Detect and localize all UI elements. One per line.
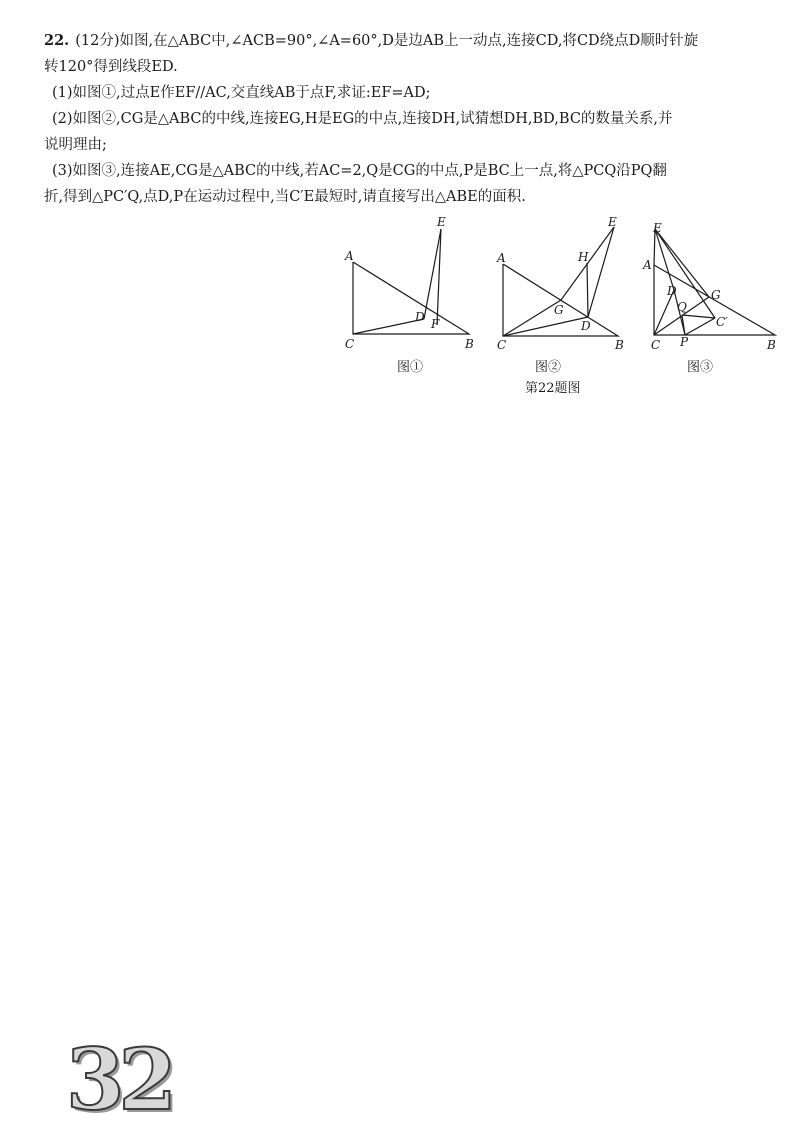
fig3-caption: 图③ bbox=[687, 360, 714, 375]
fig2-caption: 图② bbox=[535, 360, 562, 375]
fig2-label-H: H bbox=[578, 250, 589, 264]
fig2-label-A: A bbox=[497, 251, 506, 265]
fig3-label-D: D bbox=[667, 284, 677, 298]
figure-3-lines bbox=[654, 229, 775, 335]
figure-2-lines bbox=[503, 227, 618, 336]
fig1-label-A: A bbox=[345, 249, 354, 263]
figures bbox=[335, 215, 785, 405]
fig1-caption: 图① bbox=[397, 360, 424, 375]
fig1-label-F: F bbox=[431, 317, 440, 331]
fig1-label-B: B bbox=[465, 337, 474, 351]
part-3-line1: (3)如图③,连接AE,CG是△ABC的中线,若AC=2,Q是CG的中点,P是BC上一点,将△PCQ沿PQ翻 bbox=[52, 163, 667, 179]
part-2-line2: 说明理由; bbox=[44, 137, 107, 153]
problem-stem-line1 bbox=[44, 28, 784, 54]
fig2-label-C: C bbox=[497, 338, 507, 352]
fig3-label-Q: Q bbox=[677, 300, 687, 314]
part-3-line2: 折,得到△PC′Q,点D,P在运动过程中,当C′E最短时,请直接写出△ABE的面积. bbox=[44, 189, 526, 205]
problem-22 bbox=[44, 28, 784, 210]
fig3-label-C: C bbox=[651, 338, 661, 352]
problem-stem-line2: 转120°得到线段ED. bbox=[44, 59, 178, 75]
page-number: 32 bbox=[66, 1030, 171, 1129]
fig2-label-D: D bbox=[581, 319, 591, 333]
figure-group-caption: 第22题图 bbox=[525, 381, 581, 396]
fig3-label-E: E bbox=[653, 221, 662, 235]
fig1-label-D: D bbox=[415, 310, 425, 324]
problem-stem: (12分)如图,在△ABC中,∠ACB=90°,∠A=60°,D是边AB上一动点,连接CD,将CD绕点D顺时针旋 bbox=[75, 33, 699, 49]
fig1-label-C: C bbox=[345, 337, 355, 351]
fig3-label-G: G bbox=[711, 288, 721, 302]
fig2-label-G: G bbox=[554, 303, 564, 317]
fig2-label-B: B bbox=[615, 338, 624, 352]
part-1: (1)如图①,过点E作EF//AC,交直线AB于点F,求证:EF=AD; bbox=[52, 85, 431, 101]
problem-number: 22. bbox=[44, 32, 70, 49]
fig2-label-E: E bbox=[608, 215, 617, 229]
geometry-figures bbox=[335, 215, 785, 405]
fig3-label-B: B bbox=[767, 338, 776, 352]
fig3-label-P: P bbox=[680, 335, 689, 349]
figure-1-lines bbox=[353, 229, 469, 334]
fig3-label-C-prime: C′ bbox=[716, 315, 728, 329]
fig3-label-A: A bbox=[643, 258, 652, 272]
part-2-line1: (2)如图②,CG是△ABC的中线,连接EG,H是EG的中点,连接DH,试猜想DH,BD,BC的数量关系,并 bbox=[52, 111, 673, 127]
fig1-label-E: E bbox=[437, 215, 446, 229]
